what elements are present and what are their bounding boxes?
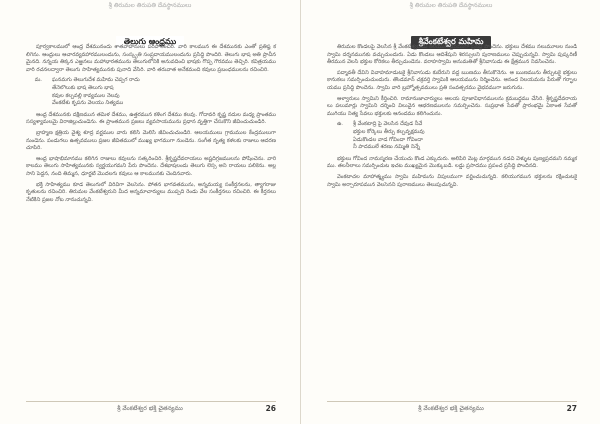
verse-line: ఘనమగు తెలుగుదేశ మహిమ చెప్పగ రాదు xyxy=(52,77,140,84)
paragraph: పూర్వకాలములో ఆంధ్ర దేశమునందు శాతవాహనులు పరిపాలించిరి. వారి కాలమున ఈ దేశమునకు ఎంతో ప్రతిష్ఠ కలిగెను. ఆంధ్రులు ఆచారవ్యవహారములందును, సంస్కృతి సంప్రదాయములందును ప్రసిద్ధి పొందిరి. తెలుగు భాష అతి ప్రాచీనమైనది. నన్నయ తిక్కన ఎఱ్ఱనలు మహాభారతమును తెలుగులోనికి అనువదించి భాషకు గొప్ప గౌరవము తెచ్చిరి. కవిత్రయము వారి రచనలద్వారా తెలుగు సాహిత్యమునకు పునాది వేసిరి. వారి తరువాత అనేకమంది కవులు ప్రబంధములను రచించిరి. xyxy=(26,44,276,73)
verse-line: భక్తుల కోర్కెలు తీర్చు కల్పవృక్షమవు xyxy=(353,128,425,135)
footer-divider xyxy=(26,401,276,402)
paragraph: భక్తులు గోవింద నామస్మరణ చేయుచు కొండ ఎక్కుదురు. అలిపిరి మెట్ల మార్గమున నడచి వెళ్ళుట పుణ్యప్రదమని నమ్మకము. తలనీలాలు సమర్పించుట ఇచట ముఖ్యమైన మొక్కుబడి. లడ్డు ప్రసాదము ప్రపంచ ప్రసిద్ధి పొందినది. xyxy=(327,155,577,170)
right-page xyxy=(300,0,600,424)
paragraph: పద్మావతీ దేవిని వివాహమాడుటకై శ్రీనివాసుడు కుబేరుని వద్ద ఋణము తీసుకొనెను. ఆ ఋణమును తీర్చుటకై భక్తులు కానుకలు సమర్పించుచుందురు. తొండమాన్ చక్రవర్తి స్వామికి ఆలయమును నిర్మించెను. ఆనంద నిలయమను పేరుతో గర్భాలయము ప్రసిద్ధి పొందెను. స్వామి వారి బ్రహ్మోత్సవములు ప్రతి సంవత్సరము వైభవముగా జరుగును. xyxy=(327,69,577,91)
verse-line: శ్రీ వేంకటాద్రి పై వెలసిన దేవుడ నీవే xyxy=(353,121,423,128)
verse-line: ఏడుకొండల వాడ గోవిందా గోవిందా xyxy=(353,136,423,143)
verse-block xyxy=(327,121,577,151)
page-footer: శ్రీ వేంకటేశ్వర భక్తి చైతన్యము xyxy=(418,405,484,412)
body-text xyxy=(26,44,276,207)
page-number: 27 xyxy=(566,404,577,413)
body-text xyxy=(327,44,577,192)
verse-marker: మ. xyxy=(34,77,42,84)
paragraph: భక్తి సాహిత్యము కూడ తెలుగులో విరివిగా వెలసెను. పోతన భాగవతమును, అన్నమయ్య సంకీర్తనలను, త్యాగరాజు కృతులను రచించిరి. తిరుమల వేంకటేశ్వరుని మీద అన్నమాచార్యులు ముప్పది రెండు వేల సంకీర్తనలు రచించిరి. ఈ కీర్తనలు నేటికిని ప్రజల నోట నానుచున్నవి. xyxy=(26,181,276,203)
verse-line: వేంకటేశు కృపను వెలయు నిత్యము xyxy=(52,100,124,107)
paragraph: ఆంధ్ర దేశమునకు దక్షిణమున తమిళ దేశము, ఉత్తరమున కళింగ దేశము కలవు. గోదావరి కృష్ణ నదుల మధ్య ప్రాంతము సస్యశ్యామలమై విరాజిల్లుచుండెను. ఈ ప్రాంతమున ప్రజలు వ్యవసాయమును ప్రధాన వృత్తిగా చేసుకొని జీవించుచుండిరి. xyxy=(26,111,276,126)
verse-line: కవుల కల్పవల్లి కావ్యముల నెలవు xyxy=(52,92,120,99)
paragraph: ఆంధ్ర భాషాభిమానము కలిగిన రాజులు కవులను సత్కరించిరి. శ్రీకృష్ణదేవరాయలు అష్టదిగ్గజములను పోషించెను. వారి కాలము తెలుగు సాహిత్యమునకు స్వర్ణయుగమని పేరు పొందెను. దేశభాషలందు తెలుగు లెస్స అని రాయలు పలికెను. అల్లసాని పెద్దన, నంది తిమ్మన, ధూర్జటి మొదలగు కవులు ఆ కాలమునకు చెందినవారు. xyxy=(26,155,276,177)
page-footer: శ్రీ వేంకటేశ్వర భక్తి చైతన్యము xyxy=(117,405,183,412)
page-number: 26 xyxy=(265,404,276,413)
verse-marker: ఉ. xyxy=(337,121,343,128)
section-heading-text: శ్రీవేంకటేశ్వర మహిమ xyxy=(411,36,492,49)
verse-line: తేనెలొలుకు భాష తెలుగు భాష xyxy=(52,84,114,91)
paragraph: బ్రాహ్మణ క్షత్రియ వైశ్య శూద్ర వర్ణముల వారు కలిసి మెలిసి జీవించుచుండిరి. ఆలయములు గ్రామముల కేంద్రములుగా నుండెను. పండుగలు ఉత్సవములు ప్రజల జీవితములో ముఖ్య భాగముగా నుండెను. సంగీత నృత్య కళలకు రాజులు ఆదరణ చూపిరి. xyxy=(26,129,276,152)
footer-divider xyxy=(327,401,577,402)
paragraph: ఆళ్వారులు స్వామిని కీర్తించిరి. రామానుజాచార్యులు ఆలయ పూజావిధానములను క్రమబద్ధము చేసిరి. శ్రీకృష్ణదేవరాయలు పలుమార్లు స్వామిని దర్శించి విలువైన ఆభరణములను సమర్పించెను. సుప్రభాత సేవతో ప్రారంభమై ఏకాంత సేవతో ముగియు నిత్య సేవలు భక్తులకు ఆనందము కలిగించును. xyxy=(327,95,577,117)
verse-block xyxy=(26,77,276,107)
paragraph: వెంకటాచల మాహాత్మ్యము స్వామి మహిమను విపులముగా వర్ణించుచున్నది. కలియుగమున భక్తులను రక్షించుటకై స్వామి అర్చారూపమున వెలసెనని పురాణములు తెలుపుచున్నవి. xyxy=(327,173,577,188)
running-head: శ్రీ తిరుమల తిరుపతి దేవస్థానములు xyxy=(108,2,192,9)
verse-line: నీ పాదములే శరణు నమ్మితి నిన్నే xyxy=(353,144,420,151)
paragraph: తిరుమల కొండలపై వెలసిన శ్రీ వేంకటేశ్వరుడు కలియుగ దైవముగా ప్రసిద్ధి పొందెను. భక్తులు దేశము నలుమూలల నుండి స్వామి దర్శనమునకు వచ్చుచుందురు. ఏడు కొండలు ఆదిశేషుని శిరస్సులని పురాణములు చెప్పుచున్నవి. స్వామి పుష్కరిణీ తీరమున వెలసి భక్తుల కోరికలు తీర్చుచుండెను. వరాహస్వామి అనుమతితో శ్రీనివాసుడు ఈ క్షేత్రమున నివసించెను. xyxy=(327,44,577,66)
section-heading-text: తెలుగు ఆంధ్రము xyxy=(116,36,184,49)
running-head: శ్రీ తిరుమల తిరుపతి దేవస్థానములు xyxy=(409,2,493,9)
